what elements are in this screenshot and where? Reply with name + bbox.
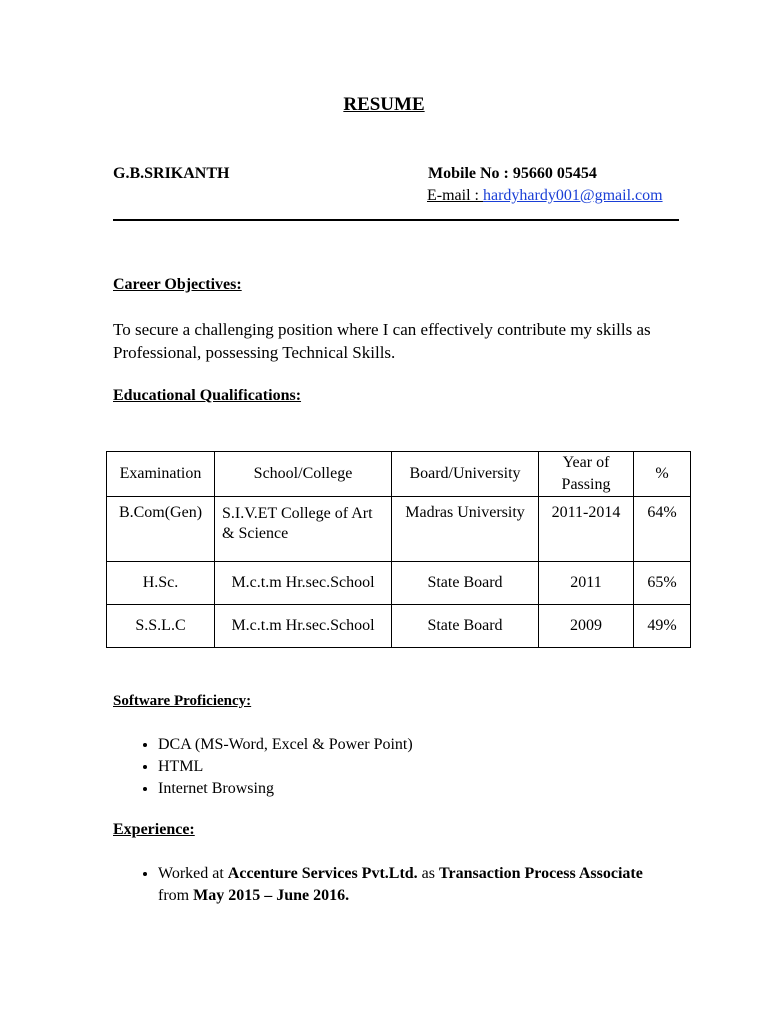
col-examination: Examination — [107, 452, 215, 497]
header-divider — [113, 219, 679, 221]
list-item: • HTML — [158, 756, 673, 778]
cell-year: 2011 — [539, 562, 634, 605]
cell-percent: 49% — [634, 605, 691, 648]
career-objectives-heading: Career Objectives: — [113, 276, 242, 293]
cell-exam: B.Com(Gen) — [107, 497, 215, 562]
list-item: • Internet Browsing — [158, 778, 673, 800]
cell-percent: 64% — [634, 497, 691, 562]
table-header-row — [107, 452, 691, 497]
exp-company: Accenture Services Pvt.Ltd. — [227, 865, 418, 882]
exp-text: from — [158, 887, 194, 904]
col-school: School/College — [215, 452, 392, 497]
experience-list — [113, 863, 653, 907]
exp-text: as — [417, 865, 439, 882]
cell-board: State Board — [392, 562, 539, 605]
table-row — [107, 497, 691, 562]
software-heading: Software Proficiency: — [113, 693, 252, 709]
cell-board: Madras University — [392, 497, 539, 562]
education-heading: Educational Qualifications: — [113, 387, 302, 404]
cell-exam: S.S.L.C — [107, 605, 215, 648]
experience-heading: Experience: — [113, 821, 195, 838]
email-label: E-mail : — [427, 187, 483, 204]
col-percent: % — [634, 452, 691, 497]
table-row — [107, 605, 691, 648]
candidate-name: G.B.SRIKANTH — [113, 165, 230, 182]
career-objectives-text: To secure a challenging position where I can effectively contribute my skills as Professional, possessing Technical Skills. — [113, 320, 651, 362]
email-link[interactable]: hardyhardy001@gmail.com — [482, 187, 663, 204]
cell-school: M.c.t.m Hr.sec.School — [215, 605, 392, 648]
resume-title: RESUME — [343, 94, 425, 115]
list-item — [158, 863, 653, 907]
cell-percent: 65% — [634, 562, 691, 605]
education-table — [106, 451, 691, 648]
cell-exam: H.Sc. — [107, 562, 215, 605]
cell-school: M.c.t.m Hr.sec.School — [215, 562, 392, 605]
list-item: • DCA (MS-Word, Excel & Power Point) — [158, 734, 673, 756]
table-row — [107, 562, 691, 605]
cell-board: State Board — [392, 605, 539, 648]
email-line — [427, 187, 663, 205]
exp-text: Worked at — [158, 865, 228, 882]
exp-role: Transaction Process Associate — [439, 865, 643, 882]
mobile-number: Mobile No : 95660 05454 — [428, 165, 597, 182]
col-board: Board/University — [392, 452, 539, 497]
software-list — [113, 734, 673, 800]
exp-period: May 2015 – June 2016. — [193, 887, 350, 904]
cell-year: 2009 — [539, 605, 634, 648]
cell-year: 2011-2014 — [539, 497, 634, 562]
cell-school: S.I.V.ET College of Art & Science — [215, 497, 392, 562]
col-year: Year of Passing — [539, 452, 634, 497]
